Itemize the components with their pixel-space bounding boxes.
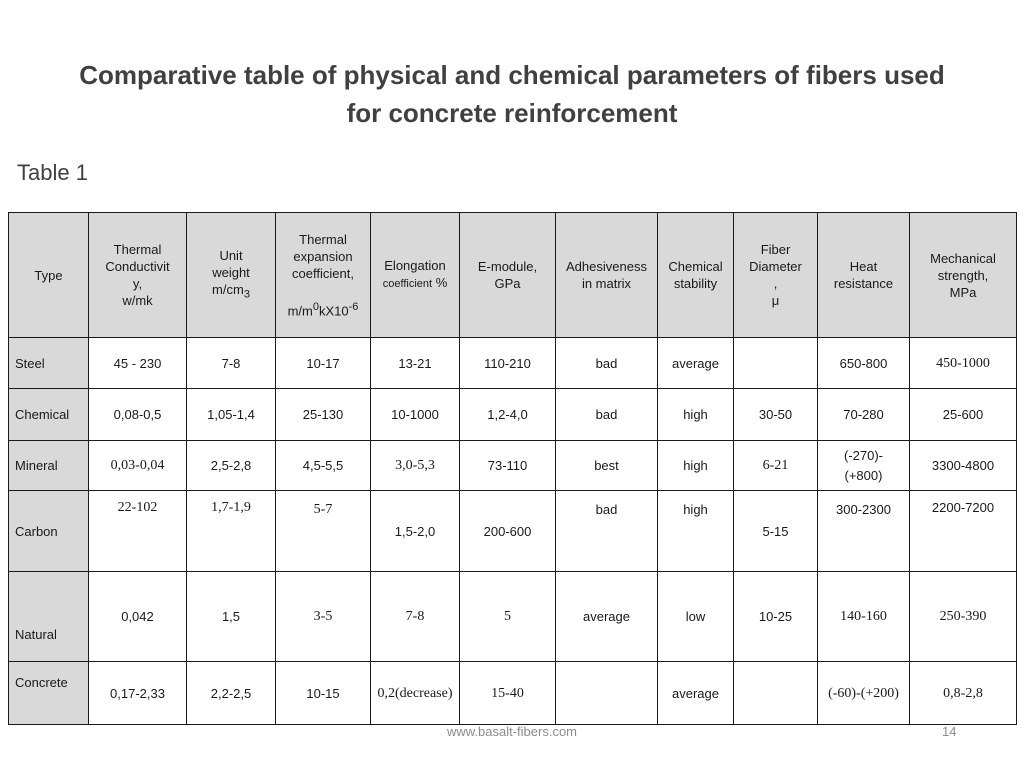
table-cell: 0,2(decrease) xyxy=(371,662,460,725)
table-cell: 10-1000 xyxy=(371,389,460,441)
table-cell xyxy=(734,662,818,725)
table-cell: average xyxy=(556,572,658,662)
table-cell: 13-21 xyxy=(371,338,460,389)
table-cell: 300-2300 xyxy=(818,491,910,572)
type-cell: Carbon xyxy=(9,491,89,572)
table-cell: 1,5 xyxy=(187,572,276,662)
comparison-table xyxy=(8,212,1017,725)
table-cell: high xyxy=(658,441,734,491)
table-cell: 10-17 xyxy=(276,338,371,389)
table-cell: 250-390 xyxy=(910,572,1017,662)
table-cell: 4,5-5,5 xyxy=(276,441,371,491)
footer-url: www.basalt-fibers.com xyxy=(446,724,578,739)
header-heat-resistance: Heat resistance xyxy=(818,213,910,338)
table-cell xyxy=(556,662,658,725)
header-thermal-expansion: Thermal expansion coefficient, $m/m^0kX10^{-6}$ xyxy=(276,213,371,338)
table-cell: 1,7-1,9 xyxy=(187,491,276,572)
table-cell: 25-600 xyxy=(910,389,1017,441)
table-cell: average xyxy=(658,338,734,389)
table-cell: 0,03-0,04 xyxy=(89,441,187,491)
table-header-row xyxy=(9,213,1017,338)
table-cell: 3-5 xyxy=(276,572,371,662)
type-cell: Steel xyxy=(9,338,89,389)
table-cell: 450-1000 xyxy=(910,338,1017,389)
type-cell: Natural xyxy=(9,572,89,662)
header-unit-weight: Unit weight $m/cm_3$ xyxy=(187,213,276,338)
table-cell: 30-50 xyxy=(734,389,818,441)
table-cell: 2200-7200 xyxy=(910,491,1017,572)
type-cell: Chemical xyxy=(9,389,89,441)
table-cell: 73-110 xyxy=(460,441,556,491)
table-cell: 0,08-0,5 xyxy=(89,389,187,441)
table-cell: 1,05-1,4 xyxy=(187,389,276,441)
table-row xyxy=(9,389,1017,441)
table-cell: 25-130 xyxy=(276,389,371,441)
table-cell: 1,2-4,0 xyxy=(460,389,556,441)
table-row xyxy=(9,572,1017,662)
table-row xyxy=(9,662,1017,725)
header-mechanical-strength: Mechanical strength, MPa xyxy=(910,213,1017,338)
header-fiber-diameter: Fiber Diameter , μ xyxy=(734,213,818,338)
header-e-module: E-module, GPa xyxy=(460,213,556,338)
table-row xyxy=(9,441,1017,491)
table-cell: 0,17-2,33 xyxy=(89,662,187,725)
table-cell: 0,042 xyxy=(89,572,187,662)
table-cell: 22-102 xyxy=(89,491,187,572)
table-cell: 6-21 xyxy=(734,441,818,491)
table-cell: 10-15 xyxy=(276,662,371,725)
header-type: Type xyxy=(9,213,89,338)
table-cell: bad xyxy=(556,389,658,441)
header-elongation: Elongation coefficient % xyxy=(371,213,460,338)
table-cell: 1,5-2,0 xyxy=(371,491,460,572)
table-cell: (-270)- (+800) xyxy=(818,441,910,491)
table-cell: best xyxy=(556,441,658,491)
table-cell: 2,2-2,5 xyxy=(187,662,276,725)
table-label: Table 1 xyxy=(17,160,88,185)
table-cell: average xyxy=(658,662,734,725)
table-cell: 110-210 xyxy=(460,338,556,389)
table-cell: 3300-4800 xyxy=(910,441,1017,491)
header-chemical-stability: Chemical stability xyxy=(658,213,734,338)
table-cell xyxy=(734,338,818,389)
table-cell: 3,0-5,3 xyxy=(371,441,460,491)
table-cell: 45 - 230 xyxy=(89,338,187,389)
table-cell: (-60)-(+200) xyxy=(818,662,910,725)
type-cell: Mineral xyxy=(9,441,89,491)
table-cell: 140-160 xyxy=(818,572,910,662)
table-cell: 5 xyxy=(460,572,556,662)
table-cell: 5-7 xyxy=(276,491,371,572)
header-adhesiveness: Adhesiveness in matrix xyxy=(556,213,658,338)
table-cell: 5-15 xyxy=(734,491,818,572)
table-row xyxy=(9,491,1017,572)
table-cell: bad xyxy=(556,338,658,389)
table-row xyxy=(9,338,1017,389)
table-cell: 2,5-2,8 xyxy=(187,441,276,491)
table-cell: 15-40 xyxy=(460,662,556,725)
table-cell: 70-280 xyxy=(818,389,910,441)
table-cell: 7-8 xyxy=(371,572,460,662)
table-cell: low xyxy=(658,572,734,662)
type-cell: Concrete xyxy=(9,662,89,725)
table-cell: 200-600 xyxy=(460,491,556,572)
table-cell: 10-25 xyxy=(734,572,818,662)
table-cell: 7-8 xyxy=(187,338,276,389)
table-cell: high xyxy=(658,491,734,572)
slide-title: Comparative table of physical and chemical parameters of fibers used for concrete reinforcement xyxy=(79,60,945,128)
table-cell: bad xyxy=(556,491,658,572)
table-cell: high xyxy=(658,389,734,441)
table-cell: 650-800 xyxy=(818,338,910,389)
table-cell: 0,8-2,8 xyxy=(910,662,1017,725)
header-thermal-conductivity: Thermal Conductivit y, w/mk xyxy=(89,213,187,338)
page-number: 14 xyxy=(942,724,957,739)
